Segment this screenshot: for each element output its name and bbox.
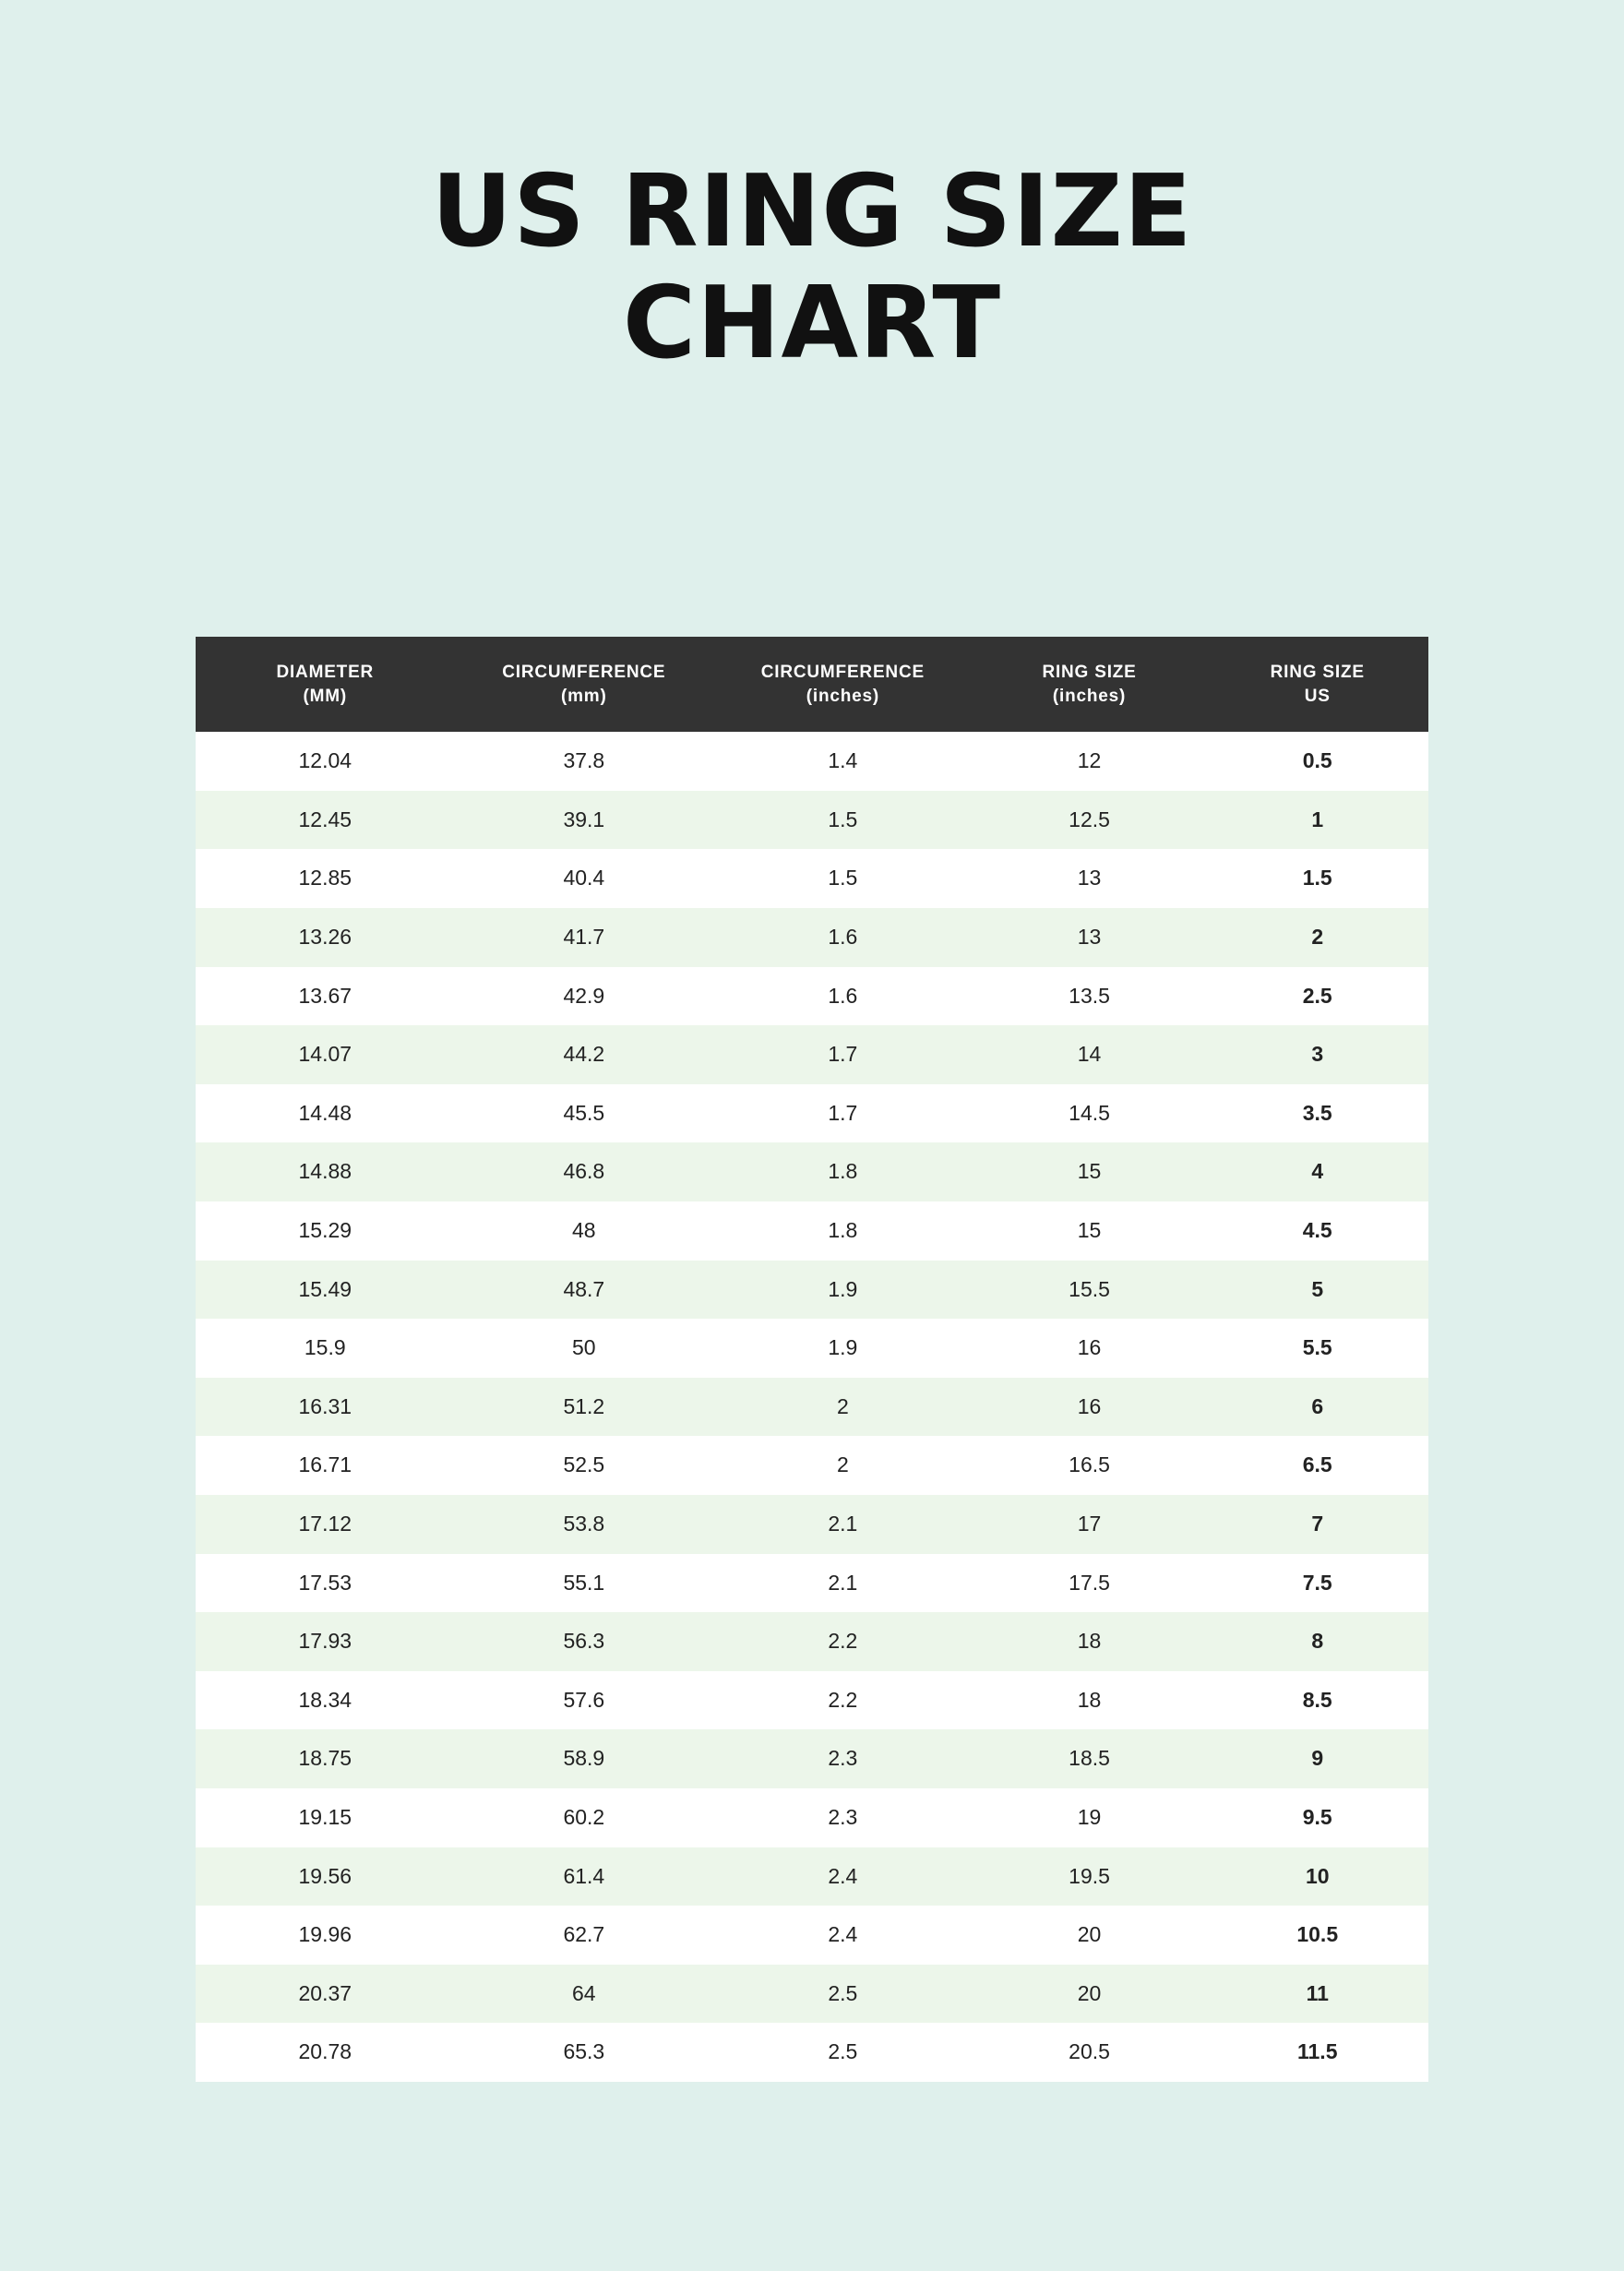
table-row xyxy=(196,849,1428,908)
table-cell: 6.5 xyxy=(1206,1436,1428,1495)
table-cell: 12.04 xyxy=(196,732,455,791)
table-row xyxy=(196,1671,1428,1730)
column-header-ring-size-inches xyxy=(973,637,1207,732)
table-cell: 17.53 xyxy=(196,1554,455,1613)
table-cell: 2.5 xyxy=(713,1965,973,2024)
table-cell: 15.5 xyxy=(973,1261,1207,1320)
table-cell: 1.5 xyxy=(713,791,973,850)
table-cell: 48 xyxy=(455,1201,714,1261)
table-cell: 20.5 xyxy=(973,2023,1207,2082)
table-cell: 65.3 xyxy=(455,2023,714,2082)
table-cell: 2.3 xyxy=(713,1729,973,1788)
table-cell: 2.5 xyxy=(713,2023,973,2082)
table-cell: 19.5 xyxy=(973,1847,1207,1906)
table-cell: 13.26 xyxy=(196,908,455,967)
table-cell: 13 xyxy=(973,908,1207,967)
table-row xyxy=(196,1495,1428,1554)
table-cell: 58.9 xyxy=(455,1729,714,1788)
table-cell: 52.5 xyxy=(455,1436,714,1495)
table-cell: 1.7 xyxy=(713,1084,973,1143)
table-cell: 2 xyxy=(713,1436,973,1495)
table-cell: 4 xyxy=(1206,1142,1428,1201)
column-header-line1: RING SIZE xyxy=(1042,663,1137,682)
column-header-line2: US xyxy=(1304,686,1331,706)
table-cell: 40.4 xyxy=(455,849,714,908)
table-cell: 4.5 xyxy=(1206,1201,1428,1261)
table-cell: 13.5 xyxy=(973,967,1207,1026)
table-cell: 2.1 xyxy=(713,1495,973,1554)
table-row xyxy=(196,791,1428,850)
table-cell: 18.34 xyxy=(196,1671,455,1730)
table-body xyxy=(196,732,1428,2082)
table-row xyxy=(196,908,1428,967)
table-row xyxy=(196,1319,1428,1378)
table-cell: 1.6 xyxy=(713,967,973,1026)
table-row xyxy=(196,1142,1428,1201)
table-row xyxy=(196,1201,1428,1261)
table-cell: 12.5 xyxy=(973,791,1207,850)
table-cell: 6 xyxy=(1206,1378,1428,1437)
column-header-circumference-inches xyxy=(713,637,973,732)
table-cell: 12.85 xyxy=(196,849,455,908)
table-cell: 1.4 xyxy=(713,732,973,791)
table-cell: 2.5 xyxy=(1206,967,1428,1026)
table-cell: 56.3 xyxy=(455,1612,714,1671)
table-cell: 18.75 xyxy=(196,1729,455,1788)
table-cell: 2.4 xyxy=(713,1906,973,1965)
column-header-line1: DIAMETER xyxy=(276,663,375,682)
table-cell: 15 xyxy=(973,1201,1207,1261)
table-cell: 2.2 xyxy=(713,1612,973,1671)
column-header-line2: (MM) xyxy=(303,686,348,706)
column-header-line2: (mm) xyxy=(560,686,607,706)
table-cell: 61.4 xyxy=(455,1847,714,1906)
table-cell: 16.31 xyxy=(196,1378,455,1437)
table-cell: 12.45 xyxy=(196,791,455,850)
table-cell: 16.71 xyxy=(196,1436,455,1495)
column-header-line1: RING SIZE xyxy=(1270,663,1365,682)
table-cell: 2.2 xyxy=(713,1671,973,1730)
table-cell: 0.5 xyxy=(1206,732,1428,791)
page-title: US RING SIZE CHART xyxy=(431,154,1193,381)
table-cell: 5.5 xyxy=(1206,1319,1428,1378)
table-row xyxy=(196,1612,1428,1671)
table-cell: 18 xyxy=(973,1671,1207,1730)
table-row xyxy=(196,1084,1428,1143)
table-cell: 1.5 xyxy=(1206,849,1428,908)
table-cell: 14.88 xyxy=(196,1142,455,1201)
table-cell: 1 xyxy=(1206,791,1428,850)
column-header-line2: (inches) xyxy=(1052,686,1127,706)
table-cell: 17.5 xyxy=(973,1554,1207,1613)
table-cell: 19.96 xyxy=(196,1906,455,1965)
table-cell: 20.78 xyxy=(196,2023,455,2082)
table-row xyxy=(196,1788,1428,1847)
table-cell: 18 xyxy=(973,1612,1207,1671)
table-cell: 19.56 xyxy=(196,1847,455,1906)
table-cell: 17 xyxy=(973,1495,1207,1554)
table-cell: 37.8 xyxy=(455,732,714,791)
table-cell: 42.9 xyxy=(455,967,714,1026)
table-row xyxy=(196,1378,1428,1437)
table-cell: 14.48 xyxy=(196,1084,455,1143)
table-cell: 14.07 xyxy=(196,1025,455,1084)
ring-size-table-container xyxy=(196,637,1428,2082)
table-cell: 1.5 xyxy=(713,849,973,908)
table-cell: 48.7 xyxy=(455,1261,714,1320)
table-cell: 11 xyxy=(1206,1965,1428,2024)
table-row xyxy=(196,1554,1428,1613)
table-cell: 20 xyxy=(973,1965,1207,2024)
table-row xyxy=(196,967,1428,1026)
table-cell: 44.2 xyxy=(455,1025,714,1084)
table-cell: 19 xyxy=(973,1788,1207,1847)
table-cell: 41.7 xyxy=(455,908,714,967)
table-cell: 64 xyxy=(455,1965,714,2024)
ring-size-table xyxy=(196,637,1428,2082)
table-cell: 18.5 xyxy=(973,1729,1207,1788)
table-cell: 51.2 xyxy=(455,1378,714,1437)
table-row xyxy=(196,1847,1428,1906)
table-cell: 15 xyxy=(973,1142,1207,1201)
table-header-row xyxy=(196,637,1428,732)
table-cell: 50 xyxy=(455,1319,714,1378)
table-cell: 13 xyxy=(973,849,1207,908)
table-cell: 53.8 xyxy=(455,1495,714,1554)
table-cell: 20.37 xyxy=(196,1965,455,2024)
column-header-line1: CIRCUMFERENCE xyxy=(760,663,925,682)
table-cell: 7.5 xyxy=(1206,1554,1428,1613)
table-cell: 2.4 xyxy=(713,1847,973,1906)
table-cell: 16.5 xyxy=(973,1436,1207,1495)
table-cell: 16 xyxy=(973,1319,1207,1378)
table-cell: 45.5 xyxy=(455,1084,714,1143)
table-cell: 9 xyxy=(1206,1729,1428,1788)
table-cell: 15.29 xyxy=(196,1201,455,1261)
table-cell: 1.9 xyxy=(713,1319,973,1378)
table-cell: 15.9 xyxy=(196,1319,455,1378)
table-cell: 60.2 xyxy=(455,1788,714,1847)
table-cell: 1.6 xyxy=(713,908,973,967)
table-cell: 1.7 xyxy=(713,1025,973,1084)
table-cell: 1.9 xyxy=(713,1261,973,1320)
table-cell: 10.5 xyxy=(1206,1906,1428,1965)
table-row xyxy=(196,1906,1428,1965)
column-header-ring-size-us xyxy=(1206,637,1428,732)
table-cell: 8.5 xyxy=(1206,1671,1428,1730)
table-cell: 55.1 xyxy=(455,1554,714,1613)
table-cell: 2 xyxy=(713,1378,973,1437)
table-cell: 3 xyxy=(1206,1025,1428,1084)
table-cell: 46.8 xyxy=(455,1142,714,1201)
table-cell: 1.8 xyxy=(713,1201,973,1261)
table-cell: 14.5 xyxy=(973,1084,1207,1143)
table-row xyxy=(196,1261,1428,1320)
table-cell: 17.93 xyxy=(196,1612,455,1671)
table-cell: 16 xyxy=(973,1378,1207,1437)
table-cell: 62.7 xyxy=(455,1906,714,1965)
table-cell: 20 xyxy=(973,1906,1207,1965)
table-cell: 17.12 xyxy=(196,1495,455,1554)
table-header xyxy=(196,637,1428,732)
table-cell: 14 xyxy=(973,1025,1207,1084)
table-row xyxy=(196,2023,1428,2082)
table-cell: 3.5 xyxy=(1206,1084,1428,1143)
table-cell: 1.8 xyxy=(713,1142,973,1201)
column-header-line2: (inches) xyxy=(806,686,879,706)
table-cell: 2 xyxy=(1206,908,1428,967)
table-cell: 12 xyxy=(973,732,1207,791)
column-header-diameter-mm xyxy=(196,637,455,732)
column-header-line1: CIRCUMFERENCE xyxy=(502,663,666,682)
table-row xyxy=(196,1436,1428,1495)
table-cell: 39.1 xyxy=(455,791,714,850)
table-cell: 2.1 xyxy=(713,1554,973,1613)
table-cell: 7 xyxy=(1206,1495,1428,1554)
table-row xyxy=(196,1025,1428,1084)
column-header-circumference-mm xyxy=(455,637,714,732)
table-cell: 13.67 xyxy=(196,967,455,1026)
table-cell: 19.15 xyxy=(196,1788,455,1847)
table-cell: 11.5 xyxy=(1206,2023,1428,2082)
table-cell: 15.49 xyxy=(196,1261,455,1320)
table-cell: 8 xyxy=(1206,1612,1428,1671)
table-cell: 10 xyxy=(1206,1847,1428,1906)
table-cell: 9.5 xyxy=(1206,1788,1428,1847)
table-cell: 5 xyxy=(1206,1261,1428,1320)
table-cell: 2.3 xyxy=(713,1788,973,1847)
table-row xyxy=(196,732,1428,791)
table-row xyxy=(196,1965,1428,2024)
table-cell: 57.6 xyxy=(455,1671,714,1730)
table-row xyxy=(196,1729,1428,1788)
